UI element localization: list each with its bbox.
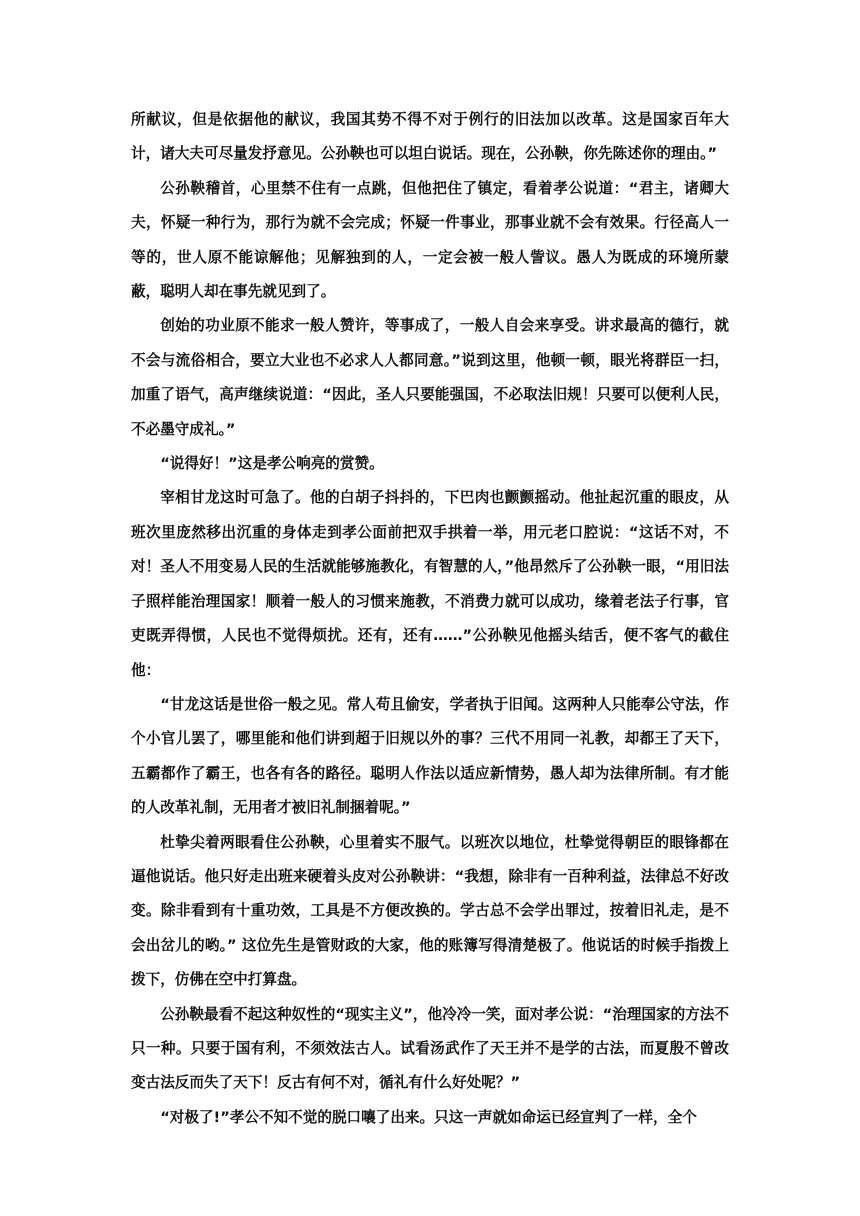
paragraph-1: 所献议，但是依据他的献议，我国其势不得不对于例行的旧法加以改革。这是国家百年大计，诸大夫可尽量发抒意见。公孙鞅也可以坦白说话。现在，公孙鞅，你先陈述你的理由。” <box>131 111 729 163</box>
document-page <box>131 103 729 1135</box>
paragraph-7: 杜挚尖着两眼看住公孙鞅，心里着实不服气。以班次以地位，杜挚觉得朝臣的眼锋都在逼他说话。他只好走出班来硬着头皮对公孙鞅讲：“我想，除非有一百种利益，法律总不好改变。除非看到有十重功效，工具是不方便改换的。学古总不会学出罪过，按着旧礼走，是不会出岔儿的哟。” 这位先生是管财政的大家，他的账簿写得清楚极了。他说话的时候手指拨上拨下，仿佛在空中打算盘。 <box>131 833 729 989</box>
paragraph-5: 宰相甘龙这时可急了。他的白胡子抖抖的，下巴肉也颤颤摇动。他扯起沉重的眼皮，从班次里庞然移出沉重的身体走到孝公面前把双手拱着一举，用元老口腔说：“这话不对，不对！圣人不用变易人民的生活就能够施教化，有智慧的人，”他昂然斥了公孙鞅一眼，“用旧法子照样能治理国家！顺着一般人的习惯来施教，不消费力就可以成功，缘着老法子行事，官吏既弄得惯，人民也不觉得烦扰。还有，还有……”公孙鞅见他摇头结舌，便不客气的截住他： <box>131 489 729 679</box>
paragraph-6: “甘龙这话是世俗一般之见。常人苟且偷安，学者执于旧闻。这两种人只能奉公守法，作个小官儿罢了，哪里能和他们讲到超于旧规以外的事？三代不用同一礼教，却都王了天下，五霸都作了霸王，也各有各的路径。聪明人作法以适应新情势，愚人却为法律所制。有才能的人改革礼制，无用者才被旧礼制捆着呢。” <box>131 695 729 817</box>
paragraph-9: “对极了!”孝公不知不觉的脱口嚷了出来。只这一声就如命运已经宣判了一样，全个 <box>160 1108 697 1126</box>
paragraph-8: 公孙鞅最看不起这种奴性的“现实主义”，他冷冷一笑，面对孝公说：“治理国家的方法不只一种。只要于国有利，不须效法古人。试看汤武作了天王并不是学的古法，而夏殷不曾改变古法反而失了天下！反古有何不对，循礼有什么好处呢？” <box>131 1005 729 1092</box>
paragraph-3: 创始的功业原不能求一般人赞许，等事成了，一般人自会来享受。讲求最高的德行，就不会与流俗相合，要立大业也不必求人人都同意。”说到这里，他顿一顿，眼光将群臣一扫，加重了语气，高声继续说道：“因此，圣人只要能强国，不必取法旧规！只要可以便利人民，不必墨守成礼。” <box>131 317 729 438</box>
paragraph-2: 公孙鞅稽首，心里禁不住有一点跳，但他把住了镇定，看着孝公说道：“君主，诸卿大夫，怀疑一种行为，那行为就不会完成；怀疑一件事业，那事业就不会有效果。行径高人一等的，世人原不能谅解他；见解独到的人，一定会被一般人訾议。愚人为既成的环境所蒙蔽，聪明人却在事先就见到了。 <box>131 179 729 301</box>
paragraph-4: “说得好！”这是孝公响亮的赏赞。 <box>160 455 384 473</box>
